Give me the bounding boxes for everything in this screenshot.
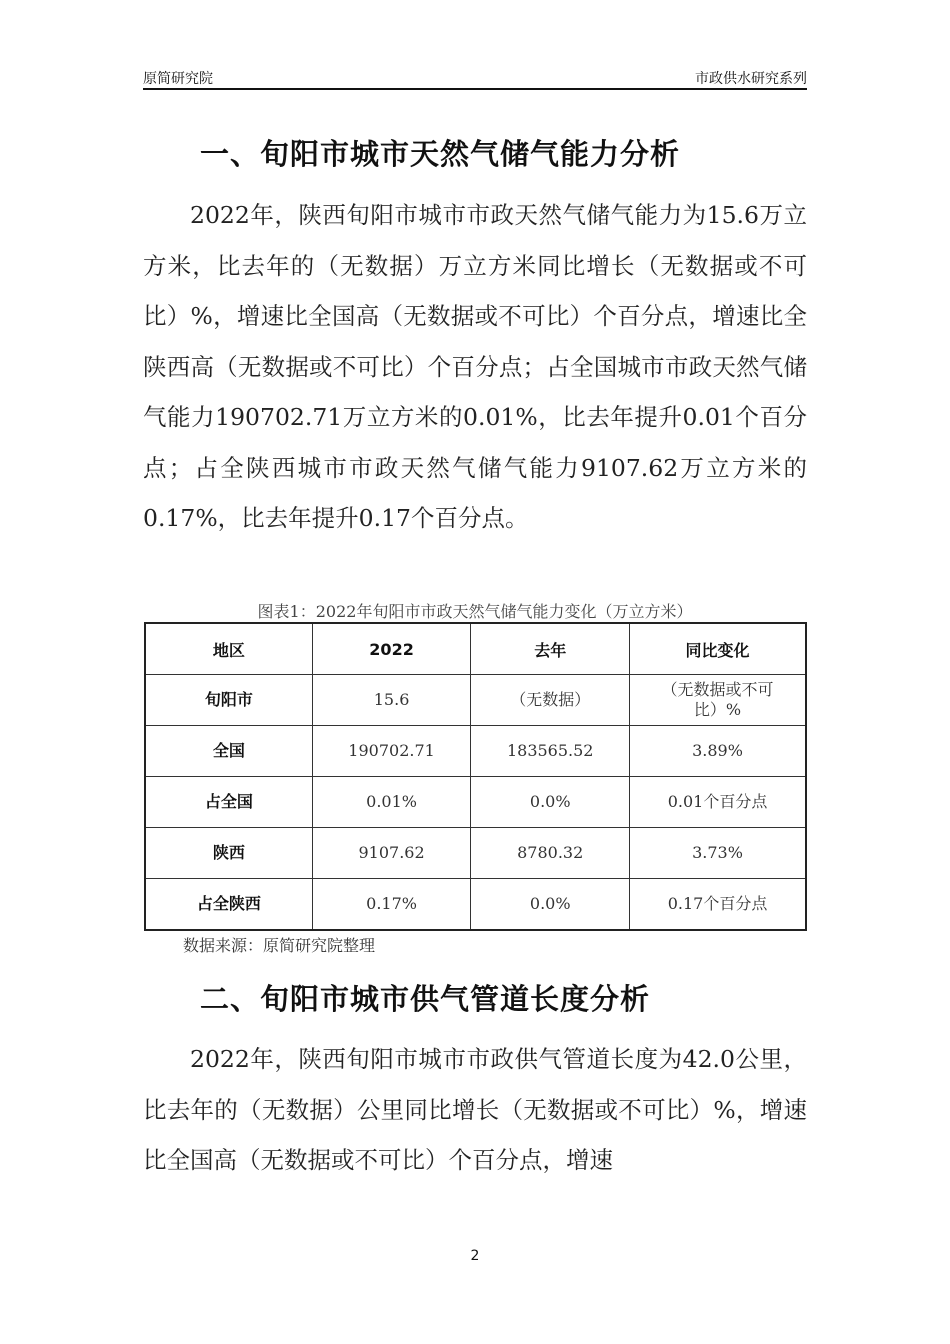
header-cell: 同比变化 [630, 623, 806, 675]
table-row [145, 879, 806, 931]
table-caption: 图表1：2022年旬阳市市政天然气储气能力变化（万立方米） [257, 602, 693, 621]
value-cell: 0.17个百分点 [630, 879, 806, 931]
value-cell: 0.0% [471, 879, 630, 931]
section2-paragraph: 2022年，陕西旬阳市城市市政供气管道长度为42.0公里，比去年的（无数据）公里同比增长（无数据或不可比）%，增速比全国高（无数据或不可比）个百分点，增速 [143, 1045, 807, 1174]
value-cell: （无数据） [471, 675, 630, 726]
region-cell: 陕西 [145, 828, 312, 879]
value-cell: 190702.71 [312, 726, 471, 777]
value-cell: 9107.62 [312, 828, 471, 879]
value-cell: 183565.52 [471, 726, 630, 777]
section2-title: 二、旬阳市城市供气管道长度分析 [200, 982, 651, 1016]
value-cell: 3.89% [630, 726, 806, 777]
region-cell: 占全国 [145, 777, 312, 828]
value-cell: 15.6 [312, 675, 471, 726]
section1-paragraph: 2022年，陕西旬阳市城市市政天然气储气能力为15.6万立方米，比去年的（无数据）万立方米同比增长（无数据或不可比）%，增速比全国高（无数据或不可比）个百分点，增速比全陕西高（无数据或不可比）个百分点；占全国城市市政天然气储气能力190702.71万立方米的0.01%，比去年提升0.01个百分点；占全陕西城市市政天然气储气能力9107.62万立方米的0.17%，比去年提升0.17个百分点。 [143, 201, 807, 532]
header-series: 市政供水研究系列 [695, 71, 807, 87]
page-number: 2 [470, 1248, 480, 1264]
table-header-row [145, 623, 806, 675]
table-row [145, 777, 806, 828]
table-row [145, 828, 806, 879]
header-cell: 2022 [312, 623, 471, 675]
region-cell: 占全陕西 [145, 879, 312, 931]
table-row [145, 726, 806, 777]
header-cell: 去年 [471, 623, 630, 675]
value-cell: 0.17% [312, 879, 471, 931]
region-cell: 全国 [145, 726, 312, 777]
value-cell: 3.73% [630, 828, 806, 879]
header-org: 原简研究院 [143, 71, 213, 87]
value-cell: （无数据或不可比）% [630, 675, 806, 726]
section1-title: 一、旬阳市城市天然气储气能力分析 [200, 137, 681, 171]
value-cell: 0.01个百分点 [630, 777, 806, 828]
table-row [145, 675, 806, 726]
table-source: 数据来源：原简研究院整理 [183, 936, 376, 955]
value-cell: 8780.32 [471, 828, 630, 879]
region-cell: 旬阳市 [145, 675, 312, 726]
data-table [144, 622, 807, 931]
header-cell: 地区 [145, 623, 312, 675]
value-cell: 0.01% [312, 777, 471, 828]
value-cell: 0.0% [471, 777, 630, 828]
page-header [143, 66, 807, 90]
